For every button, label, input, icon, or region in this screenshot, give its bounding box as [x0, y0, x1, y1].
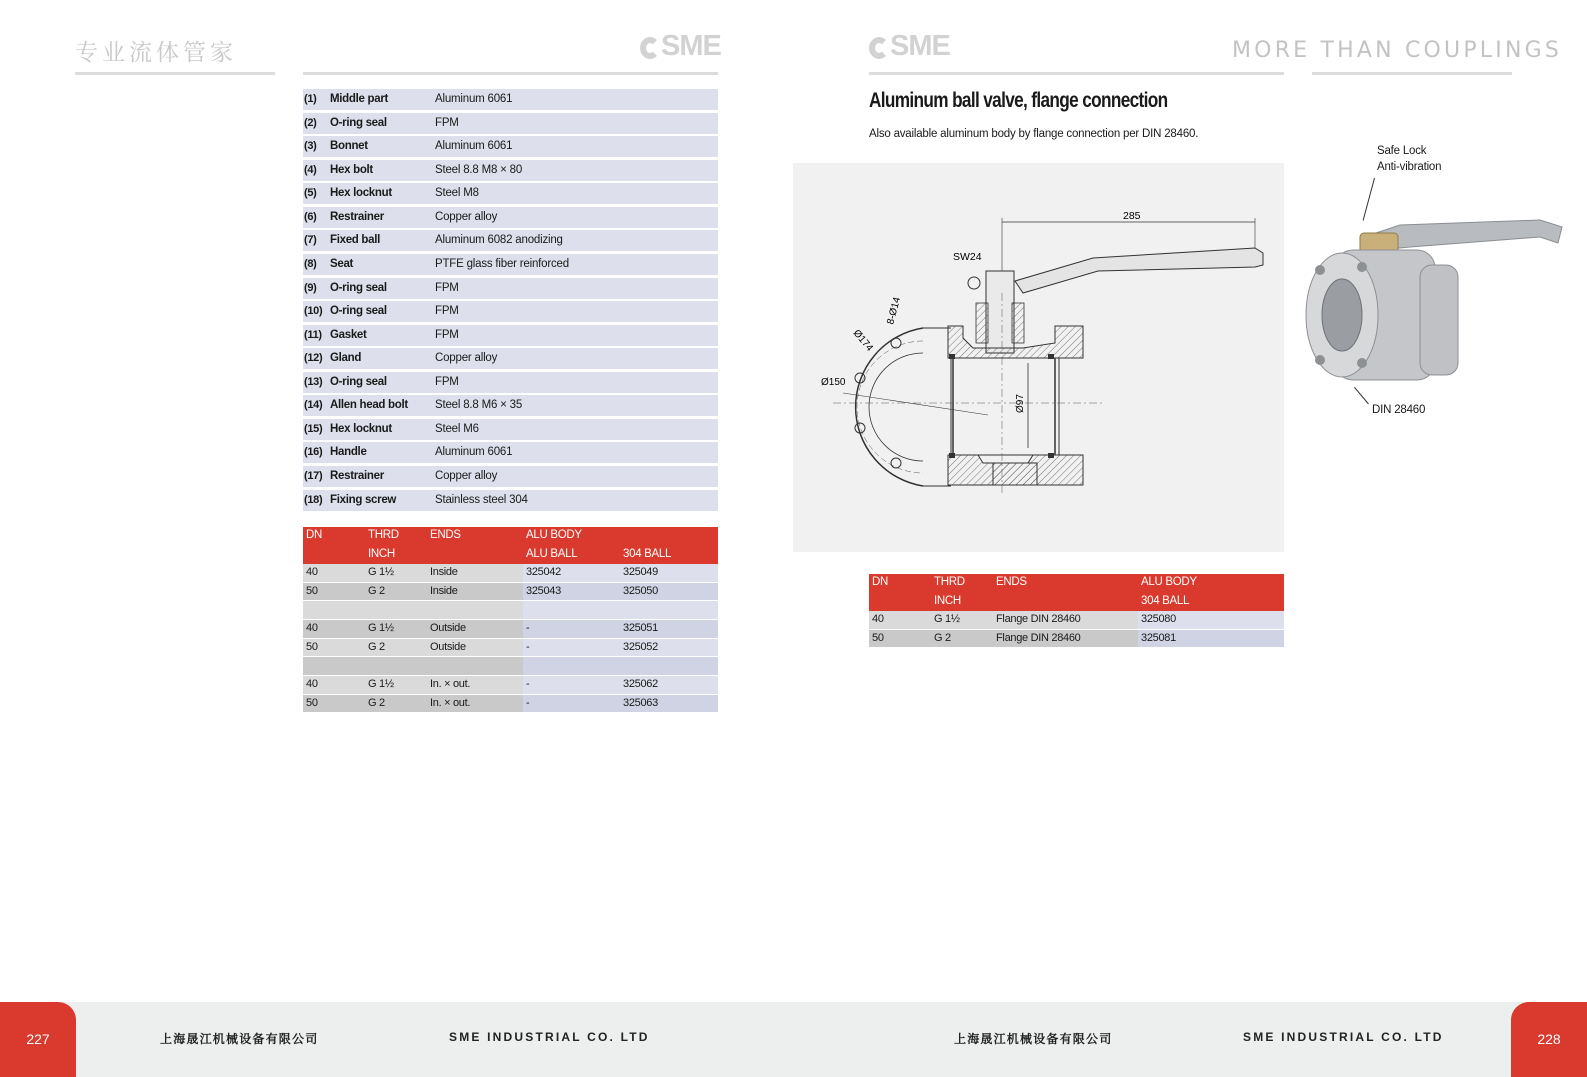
part-name: Hex locknut — [330, 422, 392, 435]
part-number: (15) — [304, 422, 323, 435]
footer-company-cn-right: 上海晟江机械设备有限公司 — [954, 1032, 1113, 1046]
part-material: FPM — [435, 328, 459, 341]
cell-alu: - — [526, 640, 530, 653]
product-photo — [1300, 205, 1570, 395]
part-name: Restrainer — [330, 470, 384, 482]
part-row — [303, 466, 718, 487]
part-number: (7) — [304, 234, 317, 247]
page-number-right: 228 — [1511, 1002, 1587, 1077]
cell-ends: Flange DIN 28460 — [996, 613, 1081, 625]
dim-d150: Ø150 — [821, 377, 846, 388]
part-row — [303, 442, 718, 463]
part-name: Gland — [330, 352, 362, 365]
part-number: (11) — [304, 328, 322, 341]
cell-thrd: G 2 — [368, 584, 385, 597]
order-table-left — [303, 527, 718, 714]
part-name: O-ring seal — [330, 116, 387, 129]
parts-list — [303, 89, 718, 513]
cell-ends: In. × out. — [430, 678, 471, 691]
part-number: (14) — [304, 399, 323, 412]
part-name: Bonnet — [330, 140, 368, 153]
cell-thrd: G 1½ — [368, 678, 394, 691]
col-inch: INCH — [934, 595, 961, 607]
row-bg-left — [303, 639, 523, 657]
part-number: (13) — [304, 375, 323, 388]
callout-anti-vibration-text: Anti-vibration — [1377, 161, 1442, 173]
cell-dn: 50 — [306, 640, 318, 653]
cell-ss: 325062 — [623, 678, 658, 691]
part-number: (8) — [304, 257, 317, 270]
cell-dn: 50 — [872, 631, 884, 644]
cell-thrd: G 2 — [368, 640, 385, 653]
part-name: O-ring seal — [330, 375, 387, 388]
cell-ss: 325050 — [623, 584, 658, 597]
cell-code: 325080 — [1141, 613, 1176, 625]
col-dn: DN — [306, 529, 323, 541]
part-number: (17) — [304, 470, 323, 482]
part-number: (10) — [304, 305, 323, 318]
cell-dn: 40 — [306, 678, 318, 691]
cell-alu: - — [526, 622, 530, 635]
cell-dn: 40 — [306, 622, 318, 635]
part-material: Copper alloy — [435, 470, 498, 482]
valve-section-drawing — [793, 163, 1284, 552]
row-bg-left — [303, 695, 523, 713]
callout-safe-lock-text: Safe Lock — [1377, 145, 1427, 157]
part-row — [303, 160, 718, 181]
part-name: Restrainer — [330, 210, 384, 223]
row-bg-right — [523, 657, 718, 675]
callout-safe-lock — [1377, 143, 1441, 175]
part-row — [303, 419, 718, 440]
cell-dn: 50 — [306, 696, 318, 709]
row-bg-right — [523, 695, 718, 713]
part-row — [303, 490, 718, 511]
col-thrd: THRD — [934, 576, 965, 588]
row-bg-left — [303, 657, 523, 675]
part-material: FPM — [435, 375, 459, 388]
part-number: (5) — [304, 187, 317, 200]
cell-thrd: G 1½ — [368, 566, 394, 578]
sme-logo-mark-icon — [869, 37, 889, 59]
part-material: Steel 8.8 M8 × 80 — [435, 163, 523, 176]
row-bg-left — [303, 601, 523, 619]
cell-alu: - — [526, 678, 530, 691]
col-304-ball: 304 BALL — [1141, 595, 1190, 607]
row-bg-right — [523, 601, 718, 619]
order-table-right-body — [869, 611, 1284, 647]
part-name: O-ring seal — [330, 305, 387, 318]
sme-logo-left — [640, 30, 721, 63]
row-bg-left — [303, 620, 523, 638]
part-material: Steel M8 — [435, 187, 479, 200]
table-row — [869, 630, 1284, 648]
part-row — [303, 348, 718, 369]
page-number-left: 227 — [0, 1002, 76, 1077]
table-row — [303, 695, 718, 713]
part-number: (3) — [304, 140, 317, 153]
cell-code: 325081 — [1141, 631, 1176, 644]
col-304-ball: 304 BALL — [623, 548, 672, 560]
part-row — [303, 230, 718, 251]
cell-ends: Flange DIN 28460 — [996, 631, 1081, 644]
part-name: Fixing screw — [330, 493, 397, 506]
table-row — [303, 601, 718, 619]
sme-logo-right — [869, 30, 950, 63]
part-number: (2) — [304, 116, 317, 129]
table-row — [303, 564, 718, 582]
part-number: (12) — [304, 352, 323, 365]
order-table-right — [869, 574, 1284, 648]
part-name: Hex bolt — [330, 163, 373, 176]
cell-thrd: G 1½ — [934, 613, 960, 625]
cell-ends: Outside — [430, 622, 466, 635]
order-table-body — [303, 564, 718, 712]
part-material: Stainless steel 304 — [435, 493, 528, 506]
part-number: (1) — [304, 93, 317, 105]
cell-thrd: G 2 — [368, 696, 385, 709]
cell-ends: Inside — [430, 566, 458, 578]
row-bg-left — [303, 583, 523, 601]
part-row — [303, 89, 718, 110]
part-name: Allen head bolt — [330, 399, 408, 412]
logo-text: SME — [661, 30, 721, 62]
row-bg-right — [523, 620, 718, 638]
cell-thrd: G 2 — [934, 631, 951, 644]
table-row — [869, 611, 1284, 629]
part-name: Fixed ball — [330, 234, 381, 247]
cell-ss: 325049 — [623, 566, 658, 578]
cell-ss: 325052 — [623, 640, 658, 653]
col-ends: ENDS — [430, 529, 461, 541]
dim-d174: Ø174 — [850, 327, 875, 354]
cell-ss: 325063 — [623, 696, 658, 709]
row-bg-right — [523, 676, 718, 694]
callout-din: DIN 28460 — [1372, 404, 1426, 416]
part-name: Handle — [330, 446, 367, 459]
table-row — [303, 639, 718, 657]
dim-d97: Ø97 — [1015, 394, 1026, 413]
part-material: Copper alloy — [435, 210, 498, 223]
part-material: Aluminum 6061 — [435, 446, 513, 459]
col-dn: DN — [872, 576, 889, 588]
part-row — [303, 254, 718, 275]
part-material: FPM — [435, 116, 459, 129]
part-name: Seat — [330, 257, 354, 270]
col-inch: INCH — [368, 548, 395, 560]
table-row — [303, 620, 718, 638]
footer-company-en-left: SME INDUSTRIAL CO. LTD — [449, 1030, 650, 1044]
cell-ends: Outside — [430, 640, 466, 653]
dim-285: 285 — [1123, 210, 1141, 222]
footer-company-en-right: SME INDUSTRIAL CO. LTD — [1243, 1030, 1444, 1044]
part-row — [303, 183, 718, 204]
part-number: (9) — [304, 281, 317, 294]
table-row — [303, 583, 718, 601]
row-bg-right — [523, 639, 718, 657]
cell-dn: 40 — [872, 613, 884, 625]
part-row — [303, 207, 718, 228]
col-alu-body: ALU BODY — [526, 529, 582, 541]
part-row — [303, 136, 718, 157]
part-row — [303, 113, 718, 134]
header-rule-left — [75, 72, 275, 75]
cell-thrd: G 1½ — [368, 622, 394, 635]
col-alu-body: ALU BODY — [1141, 576, 1197, 588]
part-material: Aluminum 6061 — [435, 93, 513, 105]
part-material: Steel 8.8 M6 × 35 — [435, 399, 523, 412]
cell-dn: 40 — [306, 566, 318, 578]
part-material: Aluminum 6082 anodizing — [435, 234, 563, 247]
header-rule-center-left — [303, 72, 718, 75]
part-name: Gasket — [330, 328, 367, 341]
dim-holes: 8-Ø14 — [885, 296, 904, 326]
header-rule-right — [1312, 72, 1512, 75]
cell-alu: 325043 — [526, 584, 561, 597]
part-material: FPM — [435, 281, 459, 294]
col-alu-ball: ALU BALL — [526, 548, 578, 560]
header-rule-center-right — [869, 72, 1284, 75]
part-row — [303, 278, 718, 299]
cell-ss: 325051 — [623, 622, 658, 635]
part-row — [303, 372, 718, 393]
cell-ends: Inside — [430, 584, 458, 597]
header-tagline-cn: 专业流体管家 — [75, 40, 237, 66]
part-material: PTFE glass fiber reinforced — [435, 257, 569, 270]
part-material: Copper alloy — [435, 352, 498, 365]
part-row — [303, 301, 718, 322]
part-number: (16) — [304, 446, 323, 459]
col-thrd: THRD — [368, 529, 399, 541]
cell-dn: 50 — [306, 584, 318, 597]
product-title: Aluminum ball valve, flange connection — [869, 89, 1168, 112]
cell-ends: In. × out. — [430, 696, 471, 709]
logo-text: SME — [890, 30, 950, 62]
order-table-right-header — [869, 574, 1284, 611]
part-name: Middle part — [330, 93, 389, 105]
part-number: (6) — [304, 210, 317, 223]
product-subtitle: Also available aluminum body by flange connection per DIN 28460. — [869, 128, 1199, 140]
col-ends: ENDS — [996, 576, 1027, 588]
part-number: (18) — [304, 493, 323, 506]
part-material: FPM — [435, 305, 459, 318]
row-bg-left — [303, 564, 523, 582]
technical-drawing — [793, 163, 1284, 552]
part-material: Aluminum 6061 — [435, 140, 513, 153]
header-tagline-en: MORE THAN COUPLINGS — [1232, 38, 1563, 63]
label-sw24: SW24 — [953, 251, 982, 263]
footer-company-cn-left: 上海晟江机械设备有限公司 — [160, 1032, 319, 1046]
part-name: O-ring seal — [330, 281, 387, 294]
cell-alu: - — [526, 696, 530, 709]
cell-alu: 325042 — [526, 566, 561, 578]
table-row — [303, 676, 718, 694]
order-table-header — [303, 527, 718, 564]
sme-logo-mark-icon — [640, 37, 660, 59]
part-row — [303, 395, 718, 416]
part-number: (4) — [304, 163, 317, 176]
part-row — [303, 325, 718, 346]
part-name: Hex locknut — [330, 187, 392, 200]
row-bg-left — [303, 676, 523, 694]
table-row — [303, 657, 718, 675]
part-material: Steel M6 — [435, 422, 479, 435]
